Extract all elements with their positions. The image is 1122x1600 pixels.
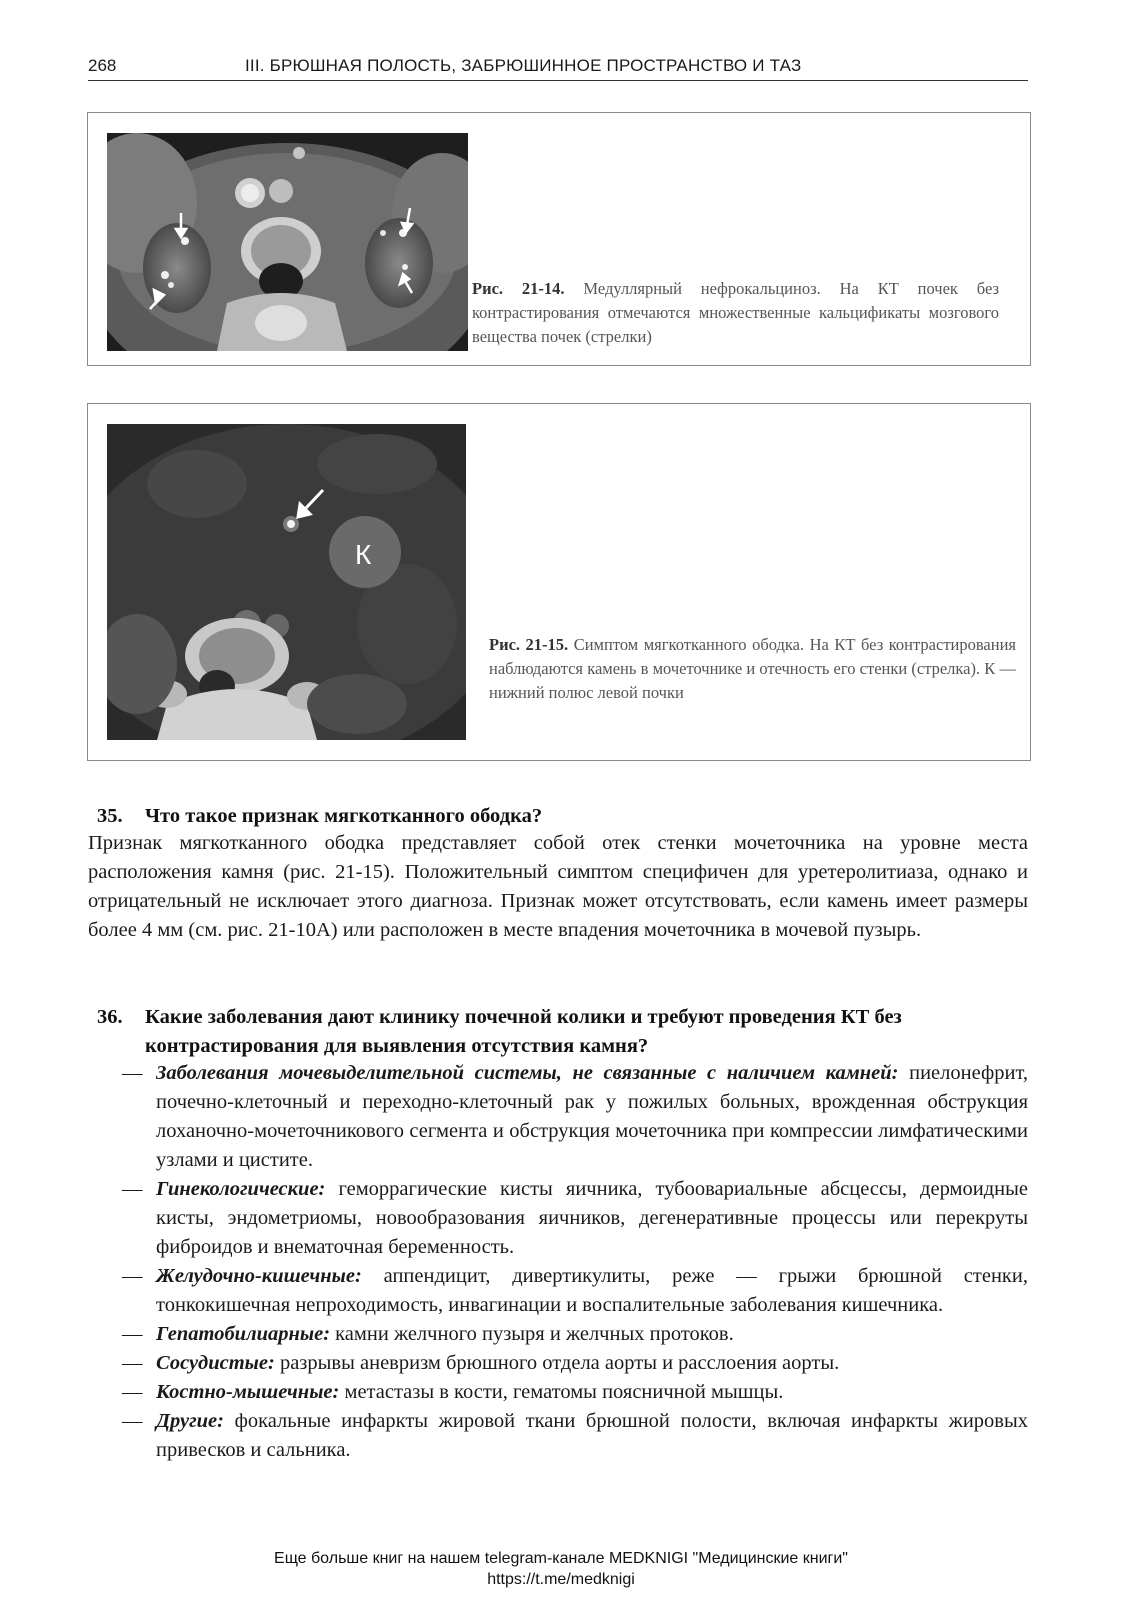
question-text: Что такое признак мягкотканного ободка? xyxy=(145,805,543,827)
running-head: III. БРЮШНАЯ ПОЛОСТЬ, ЗАБРЮШИННОЕ ПРОСТРАНСТВО И ТАЗ xyxy=(245,56,802,75)
ct-scan-kidneys xyxy=(107,133,468,351)
figure-caption-text: Медуллярный нефрокальциноз. На КТ почек без контрастирования отмечаются множественные кальцификаты мозгового вещества почек (стрелки) xyxy=(472,279,1000,346)
dash-bullet: — xyxy=(122,1265,143,1287)
list-item xyxy=(122,1262,1028,1320)
ct-image-nephrocalcinosis xyxy=(107,133,468,351)
footer-promo-text: Еще больше книг на нашем telegram-канале MEDKNIGI "Медицинские книги" xyxy=(274,1550,848,1567)
list-item-text: геморрагические кисты яичника, тубоовариальные абсцессы, дермоидные кисты, эндометриомы, новообразования яичников, дегенеративные процессы или перекруты фиброидов и внематочная беременность. xyxy=(156,1178,1028,1258)
list-item-term: Гинекологические: xyxy=(156,1178,326,1200)
list-item-term: Желудочно-кишечные: xyxy=(156,1265,362,1287)
list-item-text: аппендицит, дивертикулиты, реже — грыжи брюшной стенки, тонкокишечная непроходимость, инвагинации и воспалительные заболевания кишечника. xyxy=(156,1265,1028,1316)
answer-36-list xyxy=(122,1059,1028,1465)
page-number: 268 xyxy=(88,56,117,75)
figure-caption xyxy=(472,277,999,349)
header-rule xyxy=(88,80,1028,81)
list-item xyxy=(122,1175,1028,1262)
footer-link[interactable]: https://t.me/medknigi xyxy=(487,1571,635,1588)
list-item-term: Другие: xyxy=(156,1410,224,1432)
list-item xyxy=(122,1059,1028,1175)
list-item-text: камни желчного пузыря и желчных протоков. xyxy=(330,1323,734,1345)
dash-bullet: — xyxy=(122,1381,143,1403)
list-item-term: Гепатобилиарные: xyxy=(156,1323,331,1345)
dash-bullet: — xyxy=(122,1410,143,1432)
question-number: 36. xyxy=(97,1006,123,1028)
list-item-text: разрывы аневризм брюшного отдела аорты и расслоения аорты. xyxy=(274,1352,840,1374)
ct-scan-ureter xyxy=(107,424,466,740)
figure-caption xyxy=(489,633,1016,705)
figure-21-14 xyxy=(87,112,1031,366)
figure-label: Рис. 21-15. xyxy=(489,635,569,654)
list-item-text: пиелонефрит, почечно-клеточный и переходно-клеточный рак у пожилых больных, врожденная обструкция лоханочно-мочеточникового сегмента и обструкция мочеточника при компрессии лимфатическими узлами и цистите. xyxy=(156,1062,1028,1171)
list-item-text: метастазы в кости, гематомы поясничной мышцы. xyxy=(339,1381,784,1403)
figure-21-15 xyxy=(87,403,1031,761)
list-item-term: Костно-мышечные: xyxy=(156,1381,340,1403)
figure-caption-text: Симптом мягкотканного ободка. На КТ без контрастирования наблюдаются камень в мочеточнике и отечность его стенки (стрелка). К — нижний полюс левой почки xyxy=(489,635,1017,702)
ct-image-soft-tissue-rim xyxy=(107,424,466,740)
dash-bullet: — xyxy=(122,1352,143,1374)
list-item xyxy=(122,1349,1028,1378)
list-item-text: фокальные инфаркты жировой ткани брюшной полости, включая инфаркты жировых привесков и сальника. xyxy=(156,1410,1028,1461)
question-35-heading xyxy=(97,802,1027,832)
figure-label: Рис. 21-14. xyxy=(472,279,565,298)
answer-35: Признак мягкотканного ободка представляет собой отек стенки мочеточника на уровне места расположения камня (рис. 21-15). Положительный симптом специфичен для уретеролитиаза, однако и отрицательный не исключает этого диагноза. Признак может отсутствовать, если камень имеет размеры более 4 мм (см. рис. 21-10А) или расположен в месте впадения мочеточника в мочевой пузырь. xyxy=(88,832,1028,941)
dash-bullet: — xyxy=(122,1323,143,1345)
question-text: Какие заболевания дают клинику почечной колики и требуют проведения КТ без контрастирования для выявления отсутствия камня? xyxy=(145,1006,902,1057)
question-number: 35. xyxy=(97,805,123,827)
list-item-term: Заболевания мочевыделительной системы, не связанные с наличием камней: xyxy=(156,1062,899,1084)
dash-bullet: — xyxy=(122,1062,143,1084)
question-36-heading xyxy=(97,1003,1027,1063)
dash-bullet: — xyxy=(122,1178,143,1200)
kidney-letter: К xyxy=(355,539,372,570)
list-item xyxy=(122,1378,1028,1407)
page-header xyxy=(88,56,1028,82)
list-item xyxy=(122,1320,1028,1349)
list-item xyxy=(122,1407,1028,1465)
list-item-term: Сосудистые: xyxy=(156,1352,275,1374)
